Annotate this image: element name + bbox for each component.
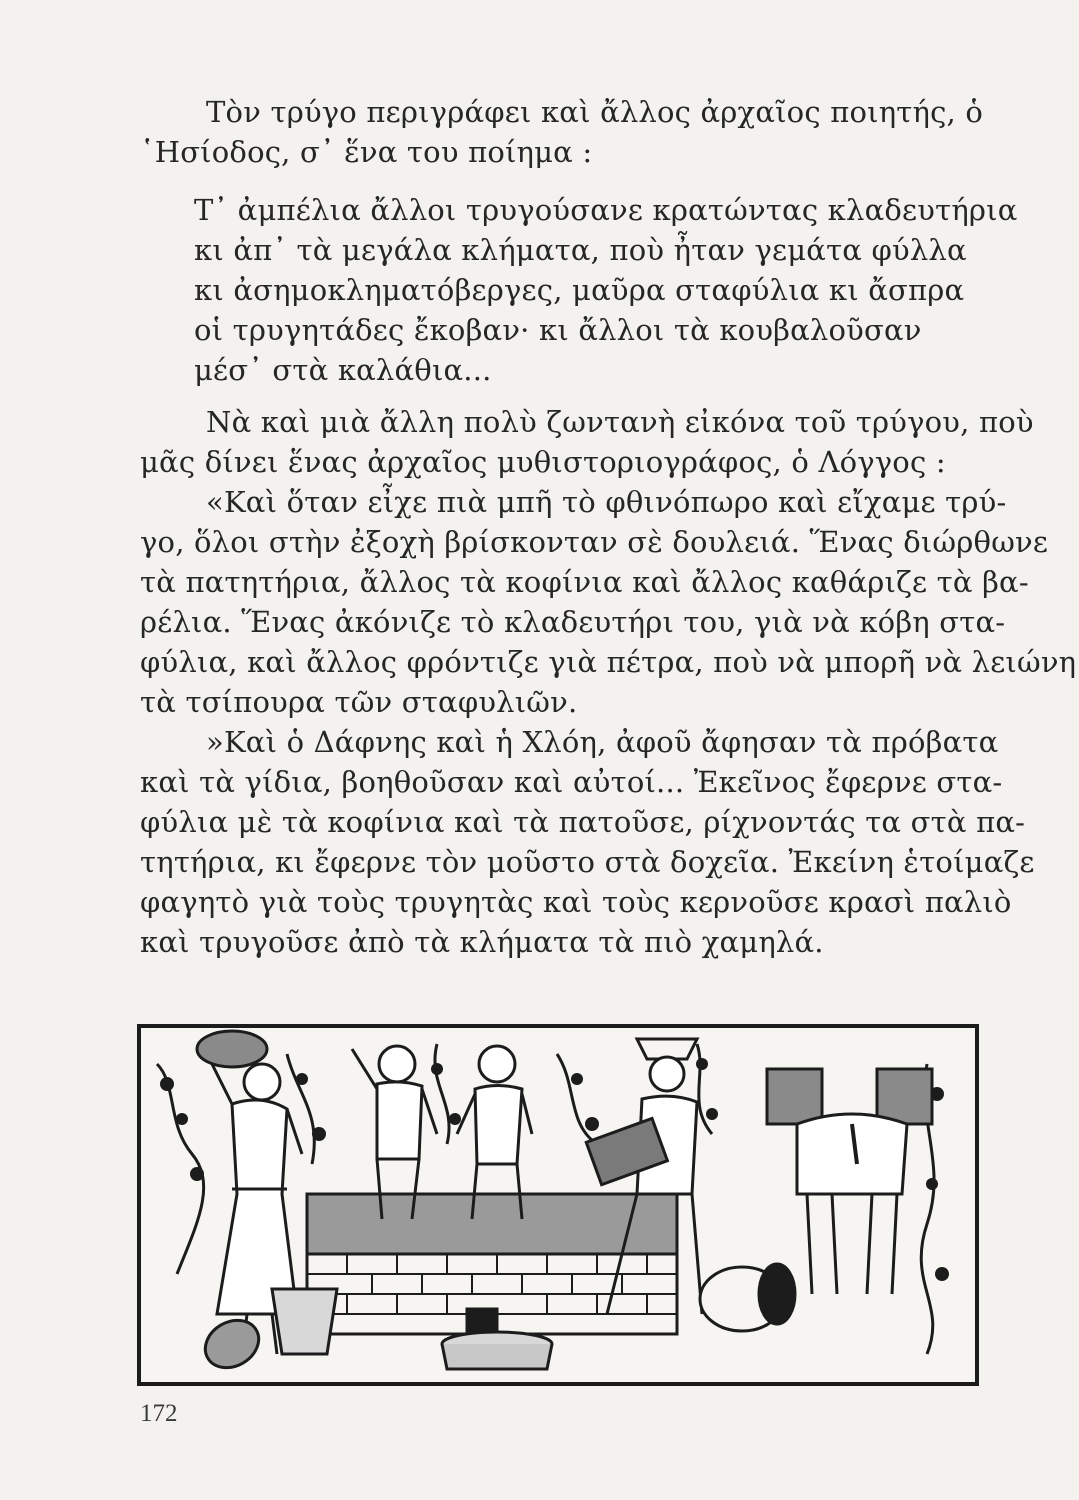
text-line: ῾Ησίοδος, σ᾿ ἕνα του ποίημα : — [140, 135, 593, 169]
text-line: φαγητὸ γιὰ τοὺς τρυγητὰς καὶ τοὺς κερνοῦσε κρασὶ παλιὸ — [140, 885, 1012, 919]
text-line: Νὰ καὶ μιὰ ἄλλη πολὺ ζωντανὴ εἰκόνα τοῦ τρύγου, ποὺ — [206, 405, 1034, 439]
text-line: «Καὶ ὅταν εἶχε πιὰ μπῆ τὸ φθινόπωρο καὶ εἴχαμε τρύ- — [206, 485, 1007, 519]
poem-line: κι ἀσημοκληματόβεργες, μαῦρα σταφύλια κι ἄσπρα — [194, 273, 965, 307]
prose-paragraphs — [140, 402, 1077, 962]
text-line: ρέλια. Ἕνας ἀκόνιζε τὸ κλαδευτήρι του, γιὰ νὰ κόβη στα- — [140, 605, 1006, 639]
text-line: τητήρια, κι ἔφερνε τὸν μοῦστο στὰ δοχεῖα. Ἐκείνη ἑτοίμαζε — [140, 845, 1035, 879]
text-line: τὰ πατητήρια, ἄλλος τὰ κοφίνια καὶ ἄλλος καθάριζε τὰ βα- — [140, 565, 1029, 599]
text-line: γο, ὅλοι στὴν ἐξοχὴ βρίσκονταν σὲ δουλειά. Ἕνας διώρθωνε — [140, 525, 1049, 559]
page-number: 172 — [140, 1400, 178, 1427]
text-line: »Καὶ ὁ Δάφνης καὶ ἡ Χλόη, ἀφοῦ ἄφησαν τὰ πρόβατα — [206, 725, 999, 759]
poem-line: κι ἀπ᾿ τὰ μεγάλα κλήματα, ποὺ ἦταν γεμάτα φύλλα — [194, 233, 967, 267]
text-line: Τὸν τρύγο περιγράφει καὶ ἄλλος ἀρχαῖος ποιητής, ὁ — [206, 95, 984, 129]
text-line: καὶ τὰ γίδια, βοηθοῦσαν καὶ αὐτοί... Ἐκεῖνος ἔφερνε στα- — [140, 765, 1003, 799]
poem-line: Τ᾿ ἀμπέλια ἄλλοι τρυγούσανε κρατώντας κλαδευτήρια — [194, 193, 1018, 227]
treading-vat — [307, 1194, 677, 1354]
poem-line: μέσ᾿ στὰ καλάθια... — [194, 353, 492, 387]
poem-line: οἱ τρυγητάδες ἔκοβαν· κι ἄλλοι τὰ κουβαλοῦσαν — [194, 313, 922, 347]
text-line: καὶ τρυγοῦσε ἀπὸ τὰ κλήματα τὰ πιὸ χαμηλά. — [140, 925, 824, 959]
barrel — [700, 1264, 795, 1331]
intro-paragraph — [140, 92, 984, 172]
grape-harvest-illustration — [137, 1024, 979, 1386]
text-line: μᾶς δίνει ἕνας ἀρχαῖος μυθιστοριογράφος, ὁ Λόγγος : — [140, 445, 946, 479]
text-line: φύλια, καὶ ἄλλος φρόντιζε γιὰ πέτρα, ποὺ νὰ μπορῆ νὰ λειώνη — [140, 645, 1077, 679]
poem-quote — [140, 190, 1018, 390]
text-line: φύλια μὲ τὰ κοφίνια καὶ τὰ πατοῦσε, ρίχνοντάς τα στὰ πα- — [140, 805, 1026, 839]
text-column — [140, 92, 1077, 962]
text-line: τὰ τσίπουρα τῶν σταφυλιῶν. — [140, 685, 578, 719]
